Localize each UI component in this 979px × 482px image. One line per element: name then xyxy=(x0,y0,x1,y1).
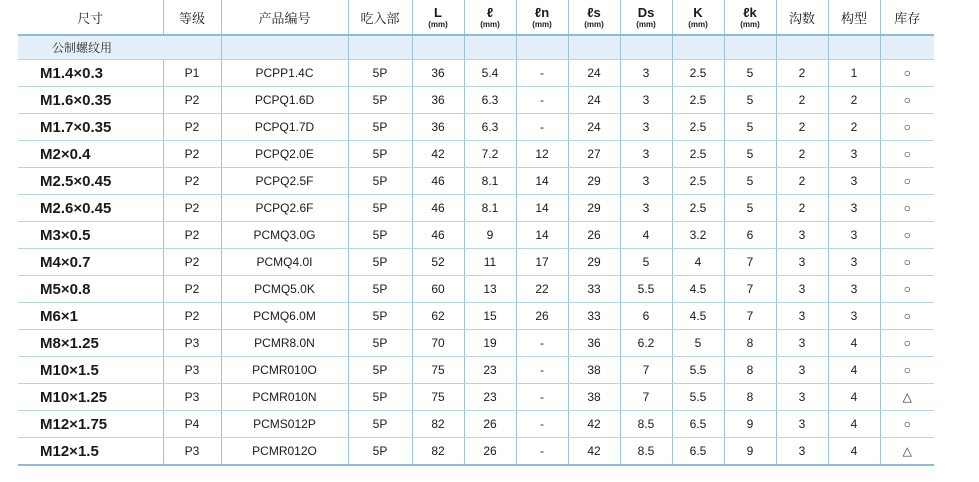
group-cell xyxy=(880,35,934,60)
grade-cell: P2 xyxy=(163,114,221,141)
stock-cell: ○ xyxy=(880,114,934,141)
chamfer-cell: 5P xyxy=(348,411,412,438)
chamfer-cell: 5P xyxy=(348,60,412,87)
column-unit: (mm) xyxy=(428,19,448,29)
length-cell: 46 xyxy=(412,168,464,195)
square-cell: 4 xyxy=(672,249,724,276)
flutes-cell: 3 xyxy=(776,276,828,303)
table-row xyxy=(18,249,934,276)
stock-cell: △ xyxy=(880,384,934,411)
shank-diameter-cell: 3 xyxy=(620,195,672,222)
grade-cell: P2 xyxy=(163,303,221,330)
flutes-cell: 3 xyxy=(776,411,828,438)
shank-diameter-cell: 6 xyxy=(620,303,672,330)
chamfer-cell: 5P xyxy=(348,330,412,357)
thread-length-cell: 9 xyxy=(464,222,516,249)
group-cell xyxy=(672,35,724,60)
thread-length-cell: 13 xyxy=(464,276,516,303)
shank-length-cell: 42 xyxy=(568,411,620,438)
grade-cell: P2 xyxy=(163,195,221,222)
flutes-cell: 3 xyxy=(776,357,828,384)
grade-cell: P2 xyxy=(163,249,221,276)
shank-length-cell: 24 xyxy=(568,114,620,141)
chamfer-cell: 5P xyxy=(348,141,412,168)
neck-length-cell: - xyxy=(516,87,568,114)
column-header: 构型 xyxy=(828,0,880,35)
stock-cell: ○ xyxy=(880,357,934,384)
table-row xyxy=(18,384,934,411)
square-length-cell: 9 xyxy=(724,411,776,438)
group-cell xyxy=(776,35,828,60)
length-cell: 42 xyxy=(412,141,464,168)
thread-length-cell: 23 xyxy=(464,357,516,384)
shank-diameter-cell: 4 xyxy=(620,222,672,249)
column-symbol: ℓn xyxy=(534,4,550,20)
flutes-cell: 3 xyxy=(776,249,828,276)
chamfer-cell: 5P xyxy=(348,249,412,276)
shank-diameter-cell: 3 xyxy=(620,60,672,87)
flutes-cell: 3 xyxy=(776,303,828,330)
table-header xyxy=(18,0,934,35)
type-cell: 3 xyxy=(828,276,880,303)
grade-cell: P4 xyxy=(163,411,221,438)
chamfer-cell: 5P xyxy=(348,384,412,411)
shank-length-cell: 29 xyxy=(568,249,620,276)
size-cell: M5×0.8 xyxy=(18,276,163,303)
thread-length-cell: 26 xyxy=(464,438,516,465)
square-cell: 6.5 xyxy=(672,411,724,438)
shank-length-cell: 29 xyxy=(568,168,620,195)
column-header xyxy=(724,0,776,35)
stock-cell: ○ xyxy=(880,330,934,357)
column-symbol: K xyxy=(693,4,703,20)
square-cell: 2.5 xyxy=(672,60,724,87)
length-cell: 70 xyxy=(412,330,464,357)
flutes-cell: 2 xyxy=(776,87,828,114)
chamfer-cell: 5P xyxy=(348,87,412,114)
product-code-cell: PCPQ2.0E xyxy=(221,141,348,168)
table-row xyxy=(18,60,934,87)
column-symbol: ℓ xyxy=(486,4,494,20)
type-cell: 4 xyxy=(828,438,880,465)
stock-cell: ○ xyxy=(880,222,934,249)
column-header: 尺寸 xyxy=(18,0,163,35)
square-cell: 2.5 xyxy=(672,195,724,222)
column-symbol: ℓs xyxy=(587,4,601,20)
size-cell: M1.6×0.35 xyxy=(18,87,163,114)
chamfer-cell: 5P xyxy=(348,438,412,465)
column-header xyxy=(516,0,568,35)
square-length-cell: 8 xyxy=(724,384,776,411)
thread-length-cell: 23 xyxy=(464,384,516,411)
spec-table-container xyxy=(18,0,934,464)
shank-diameter-cell: 3 xyxy=(620,114,672,141)
stock-cell: ○ xyxy=(880,195,934,222)
flutes-cell: 3 xyxy=(776,330,828,357)
type-cell: 2 xyxy=(828,87,880,114)
shank-length-cell: 29 xyxy=(568,195,620,222)
product-code-cell: PCMR010O xyxy=(221,357,348,384)
length-cell: 75 xyxy=(412,357,464,384)
type-cell: 4 xyxy=(828,384,880,411)
shank-length-cell: 24 xyxy=(568,87,620,114)
column-header: 沟数 xyxy=(776,0,828,35)
product-code-cell: PCPP1.4C xyxy=(221,60,348,87)
thread-length-cell: 5.4 xyxy=(464,60,516,87)
table-row xyxy=(18,303,934,330)
shank-length-cell: 33 xyxy=(568,303,620,330)
flutes-cell: 3 xyxy=(776,222,828,249)
column-header: 库存 xyxy=(880,0,934,35)
grade-cell: P2 xyxy=(163,276,221,303)
flutes-cell: 3 xyxy=(776,438,828,465)
stock-cell: ○ xyxy=(880,411,934,438)
table-row xyxy=(18,141,934,168)
neck-length-cell: 22 xyxy=(516,276,568,303)
shank-length-cell: 27 xyxy=(568,141,620,168)
column-header: 产品编号 xyxy=(221,0,348,35)
group-cell xyxy=(412,35,464,60)
group-cell xyxy=(828,35,880,60)
chamfer-cell: 5P xyxy=(348,357,412,384)
neck-length-cell: - xyxy=(516,114,568,141)
group-cell xyxy=(620,35,672,60)
square-cell: 5.5 xyxy=(672,357,724,384)
column-header xyxy=(412,0,464,35)
product-code-cell: PCPQ1.7D xyxy=(221,114,348,141)
shank-length-cell: 38 xyxy=(568,384,620,411)
square-length-cell: 8 xyxy=(724,357,776,384)
shank-diameter-cell: 5.5 xyxy=(620,276,672,303)
table-row xyxy=(18,330,934,357)
size-cell: M12×1.75 xyxy=(18,411,163,438)
shank-diameter-cell: 7 xyxy=(620,384,672,411)
grade-cell: P2 xyxy=(163,168,221,195)
grade-cell: P2 xyxy=(163,141,221,168)
stock-cell: ○ xyxy=(880,168,934,195)
group-cell xyxy=(724,35,776,60)
column-unit: (mm) xyxy=(532,19,552,29)
shank-diameter-cell: 5 xyxy=(620,249,672,276)
stock-cell: ○ xyxy=(880,141,934,168)
length-cell: 36 xyxy=(412,60,464,87)
type-cell: 3 xyxy=(828,249,880,276)
stock-cell: ○ xyxy=(880,60,934,87)
square-cell: 3.2 xyxy=(672,222,724,249)
product-code-cell: PCMQ5.0K xyxy=(221,276,348,303)
table-row xyxy=(18,222,934,249)
type-cell: 3 xyxy=(828,195,880,222)
size-cell: M10×1.5 xyxy=(18,357,163,384)
square-length-cell: 5 xyxy=(724,87,776,114)
square-cell: 6.5 xyxy=(672,438,724,465)
shank-diameter-cell: 7 xyxy=(620,357,672,384)
bottom-rule xyxy=(18,464,934,466)
table-row xyxy=(18,438,934,465)
product-code-cell: PCMQ4.0I xyxy=(221,249,348,276)
grade-cell: P2 xyxy=(163,87,221,114)
shank-length-cell: 33 xyxy=(568,276,620,303)
length-cell: 52 xyxy=(412,249,464,276)
product-code-cell: PCMS012P xyxy=(221,411,348,438)
product-code-cell: PCPQ2.6F xyxy=(221,195,348,222)
square-length-cell: 5 xyxy=(724,141,776,168)
grade-cell: P1 xyxy=(163,60,221,87)
stock-cell: ○ xyxy=(880,276,934,303)
chamfer-cell: 5P xyxy=(348,303,412,330)
shank-length-cell: 36 xyxy=(568,330,620,357)
size-cell: M2.6×0.45 xyxy=(18,195,163,222)
square-length-cell: 5 xyxy=(724,195,776,222)
square-cell: 2.5 xyxy=(672,141,724,168)
grade-cell: P3 xyxy=(163,438,221,465)
group-cell xyxy=(221,35,348,60)
neck-length-cell: - xyxy=(516,411,568,438)
size-cell: M1.7×0.35 xyxy=(18,114,163,141)
neck-length-cell: - xyxy=(516,357,568,384)
size-cell: M4×0.7 xyxy=(18,249,163,276)
flutes-cell: 2 xyxy=(776,195,828,222)
product-code-cell: PCPQ2.5F xyxy=(221,168,348,195)
square-cell: 5 xyxy=(672,330,724,357)
grade-cell: P3 xyxy=(163,357,221,384)
neck-length-cell: 26 xyxy=(516,303,568,330)
column-unit: (mm) xyxy=(480,19,500,29)
square-length-cell: 9 xyxy=(724,438,776,465)
type-cell: 4 xyxy=(828,357,880,384)
column-symbol: ℓk xyxy=(743,4,757,20)
column-header: 等级 xyxy=(163,0,221,35)
table-row xyxy=(18,276,934,303)
shank-diameter-cell: 3 xyxy=(620,141,672,168)
square-cell: 2.5 xyxy=(672,87,724,114)
type-cell: 3 xyxy=(828,141,880,168)
length-cell: 62 xyxy=(412,303,464,330)
column-header xyxy=(620,0,672,35)
shank-diameter-cell: 6.2 xyxy=(620,330,672,357)
thread-length-cell: 6.3 xyxy=(464,114,516,141)
grade-cell: P2 xyxy=(163,222,221,249)
stock-cell: ○ xyxy=(880,249,934,276)
table-row xyxy=(18,114,934,141)
flutes-cell: 2 xyxy=(776,168,828,195)
length-cell: 46 xyxy=(412,195,464,222)
neck-length-cell: - xyxy=(516,438,568,465)
flutes-cell: 2 xyxy=(776,114,828,141)
square-cell: 4.5 xyxy=(672,276,724,303)
chamfer-cell: 5P xyxy=(348,168,412,195)
group-row xyxy=(18,35,934,60)
type-cell: 1 xyxy=(828,60,880,87)
square-cell: 2.5 xyxy=(672,114,724,141)
table-row xyxy=(18,357,934,384)
square-length-cell: 5 xyxy=(724,168,776,195)
type-cell: 3 xyxy=(828,168,880,195)
square-length-cell: 7 xyxy=(724,249,776,276)
type-cell: 4 xyxy=(828,411,880,438)
thread-length-cell: 11 xyxy=(464,249,516,276)
square-length-cell: 7 xyxy=(724,303,776,330)
shank-length-cell: 38 xyxy=(568,357,620,384)
stock-cell: △ xyxy=(902,444,912,458)
shank-length-cell: 42 xyxy=(568,438,620,465)
shank-diameter-cell: 3 xyxy=(620,87,672,114)
group-cell xyxy=(348,35,412,60)
column-header: 吃入部 xyxy=(348,0,412,35)
neck-length-cell: - xyxy=(516,384,568,411)
chamfer-cell: 5P xyxy=(348,195,412,222)
table-row xyxy=(18,87,934,114)
shank-diameter-cell: 8.5 xyxy=(620,438,672,465)
size-cell: M10×1.25 xyxy=(18,384,163,411)
column-symbol: Ds xyxy=(637,4,655,20)
chamfer-cell: 5P xyxy=(348,276,412,303)
table-row xyxy=(18,195,934,222)
group-label: 公制螺纹用 xyxy=(18,35,221,60)
product-code-cell: PCMQ6.0M xyxy=(221,303,348,330)
column-unit: (mm) xyxy=(740,19,760,29)
square-length-cell: 7 xyxy=(724,276,776,303)
length-cell: 82 xyxy=(412,438,464,465)
flutes-cell: 2 xyxy=(776,60,828,87)
type-cell: 3 xyxy=(828,303,880,330)
size-cell: M2.5×0.45 xyxy=(18,168,163,195)
column-header xyxy=(464,0,516,35)
size-cell: M1.4×0.3 xyxy=(18,60,163,87)
thread-length-cell: 8.1 xyxy=(464,195,516,222)
length-cell: 75 xyxy=(412,384,464,411)
thread-length-cell: 15 xyxy=(464,303,516,330)
header-row xyxy=(18,0,934,35)
stock-cell: ○ xyxy=(880,303,934,330)
size-cell: M12×1.5 xyxy=(18,438,163,465)
neck-length-cell: 14 xyxy=(516,222,568,249)
length-cell: 36 xyxy=(412,87,464,114)
thread-length-cell: 19 xyxy=(464,330,516,357)
column-symbol: L xyxy=(434,4,442,20)
neck-length-cell: 12 xyxy=(516,141,568,168)
table-body xyxy=(18,35,934,464)
column-unit: (mm) xyxy=(636,19,656,29)
shank-length-cell: 26 xyxy=(568,222,620,249)
shank-length-cell: 24 xyxy=(568,60,620,87)
group-cell xyxy=(464,35,516,60)
product-code-cell: PCMR010N xyxy=(221,384,348,411)
square-length-cell: 6 xyxy=(724,222,776,249)
neck-length-cell: - xyxy=(516,60,568,87)
size-cell: M3×0.5 xyxy=(18,222,163,249)
flutes-cell: 3 xyxy=(776,384,828,411)
neck-length-cell: 14 xyxy=(516,195,568,222)
size-cell: M8×1.25 xyxy=(18,330,163,357)
size-cell: M2×0.4 xyxy=(18,141,163,168)
column-header xyxy=(672,0,724,35)
square-length-cell: 5 xyxy=(724,114,776,141)
length-cell: 82 xyxy=(412,411,464,438)
table-row xyxy=(18,168,934,195)
product-code-cell: PCMR8.0N xyxy=(221,330,348,357)
length-cell: 36 xyxy=(412,114,464,141)
chamfer-cell: 5P xyxy=(348,222,412,249)
size-cell: M6×1 xyxy=(18,303,163,330)
neck-length-cell: - xyxy=(516,330,568,357)
stock-cell: ○ xyxy=(880,87,934,114)
product-code-cell: PCMR012O xyxy=(221,438,348,465)
thread-length-cell: 6.3 xyxy=(464,87,516,114)
thread-length-cell: 8.1 xyxy=(464,168,516,195)
shank-diameter-cell: 3 xyxy=(620,168,672,195)
type-cell: 3 xyxy=(828,222,880,249)
length-cell: 60 xyxy=(412,276,464,303)
type-cell: 2 xyxy=(828,114,880,141)
column-header xyxy=(568,0,620,35)
table-row xyxy=(18,411,934,438)
column-unit: (mm) xyxy=(688,19,708,29)
product-code-cell: PCMQ3.0G xyxy=(221,222,348,249)
group-cell xyxy=(516,35,568,60)
square-cell: 4.5 xyxy=(672,303,724,330)
thread-length-cell: 26 xyxy=(464,411,516,438)
grade-cell: P3 xyxy=(163,384,221,411)
neck-length-cell: 17 xyxy=(516,249,568,276)
neck-length-cell: 14 xyxy=(516,168,568,195)
type-cell: 4 xyxy=(828,330,880,357)
grade-cell: P3 xyxy=(163,330,221,357)
square-length-cell: 5 xyxy=(724,60,776,87)
chamfer-cell: 5P xyxy=(348,114,412,141)
square-cell: 2.5 xyxy=(672,168,724,195)
flutes-cell: 2 xyxy=(776,141,828,168)
length-cell: 46 xyxy=(412,222,464,249)
square-cell: 5.5 xyxy=(672,384,724,411)
product-code-cell: PCPQ1.6D xyxy=(221,87,348,114)
spec-table xyxy=(18,0,934,464)
thread-length-cell: 7.2 xyxy=(464,141,516,168)
group-cell xyxy=(568,35,620,60)
column-unit: (mm) xyxy=(584,19,604,29)
shank-diameter-cell: 8.5 xyxy=(620,411,672,438)
square-length-cell: 8 xyxy=(724,330,776,357)
